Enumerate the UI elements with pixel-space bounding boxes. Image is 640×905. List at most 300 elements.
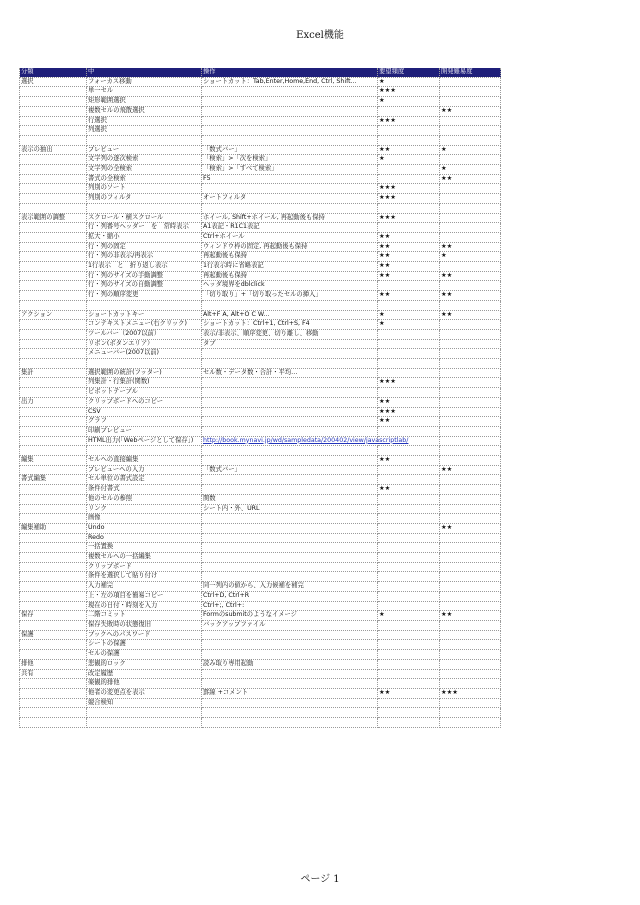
difficulty-cell — [440, 368, 501, 378]
difficulty-cell: ★★ — [440, 611, 501, 621]
difficulty-cell: ★★ — [440, 106, 501, 116]
demand-cell: ★★★ — [378, 407, 440, 417]
difficulty-cell — [440, 446, 501, 456]
demand-cell — [378, 494, 440, 504]
demand-cell — [378, 368, 440, 378]
table-row — [20, 77, 501, 87]
table-row — [20, 213, 501, 223]
difficulty-cell — [440, 650, 501, 660]
difficulty-cell: ★★ — [440, 242, 501, 252]
table-row — [20, 436, 501, 446]
subcategory-cell: 複数セルへの一括編集 — [87, 553, 202, 563]
category-cell — [20, 87, 87, 97]
category-cell — [20, 184, 87, 194]
demand-cell — [378, 640, 440, 650]
category-cell — [20, 378, 87, 388]
operation-cell — [202, 475, 378, 485]
demand-cell — [378, 669, 440, 679]
table-row — [20, 397, 501, 407]
subcategory-cell: 行選択 — [87, 116, 202, 126]
operation-cell — [202, 533, 378, 543]
table-row — [20, 688, 501, 698]
operation-cell: ウィンドウ枠の固定, 再起動後も保持 — [202, 242, 378, 252]
difficulty-cell — [440, 97, 501, 107]
demand-cell — [378, 300, 440, 310]
difficulty-cell — [440, 708, 501, 718]
difficulty-cell — [440, 698, 501, 708]
difficulty-cell — [440, 485, 501, 495]
table-row — [20, 543, 501, 553]
url-link[interactable]: http://book.mynavi.jp/wd/sampledata/200402/view/javascriptlab/ — [202, 436, 378, 446]
table-body — [20, 77, 501, 727]
operation-cell — [202, 562, 378, 572]
subcategory-cell: セルの保護 — [87, 650, 202, 660]
subcategory-cell: 悲観的ロック — [87, 659, 202, 669]
subcategory-cell: クリップボードへのコピー — [87, 397, 202, 407]
operation-cell: ショートカット：Tab,Enter,Home,End, Ctrl, Shift... — [202, 77, 378, 87]
subcategory-cell: ブックへのパスワード — [87, 630, 202, 640]
operation-cell: 表示/非表示、順序変更、切り離し、移動 — [202, 329, 378, 339]
table-row — [20, 679, 501, 689]
table-row — [20, 640, 501, 650]
operation-cell — [202, 426, 378, 436]
subcategory-cell: ショートカットキー — [87, 310, 202, 320]
table-row — [20, 281, 501, 291]
demand-cell — [378, 165, 440, 175]
difficulty-cell — [440, 388, 501, 398]
subcategory-cell — [87, 203, 202, 213]
subcategory-cell: 書式の全検索 — [87, 174, 202, 184]
operation-cell — [202, 300, 378, 310]
category-cell — [20, 688, 87, 698]
operation-cell: 再起動後も保持 — [202, 271, 378, 281]
demand-cell — [378, 523, 440, 533]
demand-cell: ★★★ — [378, 116, 440, 126]
category-cell: 集計 — [20, 368, 87, 378]
demand-cell — [378, 465, 440, 475]
difficulty-cell — [440, 232, 501, 242]
subcategory-cell: スクロール・横スクロール — [87, 213, 202, 223]
operation-cell — [202, 456, 378, 466]
demand-cell: ★★ — [378, 232, 440, 242]
subcategory-cell: 保存失敗時の状態復旧 — [87, 621, 202, 631]
operation-cell — [202, 523, 378, 533]
table-row — [20, 194, 501, 204]
subcategory-cell: 矩形範囲選択 — [87, 97, 202, 107]
category-cell — [20, 300, 87, 310]
category-cell — [20, 223, 87, 233]
category-cell — [20, 194, 87, 204]
operation-cell: オートフィルタ — [202, 194, 378, 204]
difficulty-cell — [440, 456, 501, 466]
table-row — [20, 300, 501, 310]
demand-cell: ★★★ — [378, 213, 440, 223]
table-row — [20, 368, 501, 378]
subcategory-cell: 上・左の項目を簡易コピー — [87, 591, 202, 601]
table-row — [20, 310, 501, 320]
subcategory-cell: 他者の変更点を表示 — [87, 688, 202, 698]
subcategory-cell: 単一セル — [87, 87, 202, 97]
operation-cell — [202, 640, 378, 650]
table-row — [20, 465, 501, 475]
operation-cell: 「数式バー」 — [202, 465, 378, 475]
table-row — [20, 165, 501, 175]
category-cell: 編集 — [20, 456, 87, 466]
table-row — [20, 718, 501, 728]
operation-cell — [202, 397, 378, 407]
demand-cell — [378, 698, 440, 708]
difficulty-cell — [440, 621, 501, 631]
category-cell — [20, 640, 87, 650]
demand-cell — [378, 718, 440, 728]
subcategory-cell: 列選択 — [87, 126, 202, 136]
category-cell: 編集補助 — [20, 523, 87, 533]
operation-cell — [202, 708, 378, 718]
table-row — [20, 591, 501, 601]
difficulty-cell — [440, 77, 501, 87]
table-row — [20, 611, 501, 621]
operation-cell — [202, 514, 378, 524]
table-row — [20, 262, 501, 272]
category-cell — [20, 582, 87, 592]
difficulty-cell — [440, 417, 501, 427]
difficulty-cell — [440, 601, 501, 611]
page-title: Excel機能 — [296, 30, 344, 41]
category-cell — [20, 426, 87, 436]
operation-cell — [202, 106, 378, 116]
table-row — [20, 184, 501, 194]
demand-cell: ★★ — [378, 456, 440, 466]
difficulty-cell — [440, 407, 501, 417]
category-cell — [20, 116, 87, 126]
subcategory-cell: 行・列の固定 — [87, 242, 202, 252]
subcategory-cell: 行・列のサイズの手動調整 — [87, 271, 202, 281]
demand-cell — [378, 553, 440, 563]
difficulty-cell — [440, 669, 501, 679]
difficulty-cell — [440, 281, 501, 291]
subcategory-cell: プレビューへの入力 — [87, 465, 202, 475]
demand-cell: ★★★ — [378, 87, 440, 97]
category-cell — [20, 708, 87, 718]
difficulty-cell: ★★★ — [440, 688, 501, 698]
category-cell — [20, 698, 87, 708]
table-row — [20, 359, 501, 369]
subcategory-cell: クリップボード — [87, 562, 202, 572]
category-cell: 保護 — [20, 630, 87, 640]
demand-cell — [378, 562, 440, 572]
demand-cell — [378, 591, 440, 601]
operation-cell — [202, 135, 378, 145]
table-row — [20, 378, 501, 388]
subcategory-cell: 列別のソート — [87, 184, 202, 194]
subcategory-cell — [87, 135, 202, 145]
demand-cell: ★★★ — [378, 184, 440, 194]
operation-cell: ヘッダ境界をdblclick — [202, 281, 378, 291]
category-cell — [20, 718, 87, 728]
category-cell — [20, 504, 87, 514]
subcategory-cell: 画像 — [87, 514, 202, 524]
table-row — [20, 252, 501, 262]
subcategory-cell: 他のセルの参照 — [87, 494, 202, 504]
operation-cell — [202, 630, 378, 640]
demand-cell — [378, 349, 440, 359]
difficulty-cell — [440, 262, 501, 272]
subcategory-cell: 条件を選択して貼り付け — [87, 572, 202, 582]
difficulty-cell — [440, 397, 501, 407]
operation-cell: Ctrl+;, Ctrl+: — [202, 601, 378, 611]
demand-cell: ★★★ — [378, 194, 440, 204]
category-cell: 書式編集 — [20, 475, 87, 485]
table-row — [20, 242, 501, 252]
difficulty-cell — [440, 126, 501, 136]
demand-cell: ★★ — [378, 417, 440, 427]
subcategory-cell: メニューバー(2007以前) — [87, 349, 202, 359]
table-row — [20, 630, 501, 640]
operation-cell — [202, 650, 378, 660]
category-cell — [20, 465, 87, 475]
demand-cell: ★ — [378, 611, 440, 621]
operation-cell: 読み取り専用起動 — [202, 659, 378, 669]
subcategory-cell: セルへの直接編集 — [87, 456, 202, 466]
table-row — [20, 329, 501, 339]
subcategory-cell: CSV — [87, 407, 202, 417]
category-cell — [20, 271, 87, 281]
table-row — [20, 601, 501, 611]
subcategory-cell: HTML出力(「Webページとして保存」) — [87, 436, 202, 446]
demand-cell — [378, 339, 440, 349]
demand-cell — [378, 533, 440, 543]
table-row — [20, 650, 501, 660]
subcategory-cell: 列集計・行集計(関数) — [87, 378, 202, 388]
category-cell — [20, 203, 87, 213]
table-row — [20, 232, 501, 242]
difficulty-cell — [440, 533, 501, 543]
category-cell — [20, 165, 87, 175]
subcategory-cell: リンク — [87, 504, 202, 514]
operation-cell: Ctrl+ホイール — [202, 232, 378, 242]
table-row — [20, 407, 501, 417]
difficulty-cell — [440, 87, 501, 97]
subcategory-cell: グラフ — [87, 417, 202, 427]
subcategory-cell: シートの保護 — [87, 640, 202, 650]
operation-cell: 「検索」>「すべて検索」 — [202, 165, 378, 175]
operation-cell — [202, 378, 378, 388]
demand-cell: ★★ — [378, 291, 440, 301]
table-row — [20, 426, 501, 436]
category-cell — [20, 232, 87, 242]
demand-cell — [378, 106, 440, 116]
subcategory-cell: 列別のフィルタ — [87, 194, 202, 204]
table-row — [20, 533, 501, 543]
category-cell — [20, 601, 87, 611]
demand-cell — [378, 708, 440, 718]
demand-cell — [378, 329, 440, 339]
subcategory-cell — [87, 708, 202, 718]
operation-cell — [202, 184, 378, 194]
subcategory-cell: 行・列番号ヘッダー を 常時表示 — [87, 223, 202, 233]
category-cell — [20, 679, 87, 689]
category-cell — [20, 262, 87, 272]
operation-cell — [202, 553, 378, 563]
subcategory-cell — [87, 300, 202, 310]
difficulty-cell — [440, 203, 501, 213]
difficulty-cell — [440, 194, 501, 204]
demand-cell — [378, 601, 440, 611]
table-row — [20, 271, 501, 281]
subcategory-cell: フォーカス移動 — [87, 77, 202, 87]
category-cell — [20, 533, 87, 543]
table-header-row — [20, 68, 501, 77]
difficulty-cell — [440, 426, 501, 436]
subcategory-cell: ツールバー（2007以前） — [87, 329, 202, 339]
demand-cell: ★★ — [378, 271, 440, 281]
demand-cell — [378, 174, 440, 184]
table-row — [20, 456, 501, 466]
difficulty-cell — [440, 155, 501, 165]
table-row — [20, 514, 501, 524]
category-cell: 出力 — [20, 397, 87, 407]
category-cell: 表示の抽出 — [20, 145, 87, 155]
category-cell: 排他 — [20, 659, 87, 669]
demand-cell — [378, 621, 440, 631]
demand-cell — [378, 504, 440, 514]
operation-cell — [202, 349, 378, 359]
table-row — [20, 349, 501, 359]
demand-cell — [378, 281, 440, 291]
header-subcategory: 中 — [87, 68, 202, 77]
difficulty-cell: ★★ — [440, 465, 501, 475]
demand-cell — [378, 359, 440, 369]
operation-cell — [202, 446, 378, 456]
operation-cell: F5 — [202, 174, 378, 184]
category-cell — [20, 155, 87, 165]
category-cell — [20, 126, 87, 136]
category-cell — [20, 446, 87, 456]
demand-cell: ★★ — [378, 397, 440, 407]
subcategory-cell: プレビュー — [87, 145, 202, 155]
demand-cell — [378, 388, 440, 398]
subcategory-cell: 行・列の順序変更 — [87, 291, 202, 301]
difficulty-cell — [440, 320, 501, 330]
demand-cell — [378, 543, 440, 553]
table-row — [20, 106, 501, 116]
demand-cell — [378, 572, 440, 582]
category-cell — [20, 281, 87, 291]
difficulty-cell — [440, 116, 501, 126]
difficulty-cell — [440, 582, 501, 592]
table-row — [20, 446, 501, 456]
subcategory-cell: ピボットテーブル — [87, 388, 202, 398]
table-row — [20, 582, 501, 592]
operation-cell — [202, 388, 378, 398]
operation-cell: 「検索」>「次を検索」 — [202, 155, 378, 165]
demand-cell: ★ — [378, 77, 440, 87]
difficulty-cell — [440, 514, 501, 524]
demand-cell — [378, 223, 440, 233]
difficulty-cell: ★★ — [440, 310, 501, 320]
table-row — [20, 145, 501, 155]
demand-cell — [378, 679, 440, 689]
operation-cell: 「切り取り」+「切り取ったセルの挿入」 — [202, 291, 378, 301]
operation-cell — [202, 543, 378, 553]
feature-table — [19, 68, 501, 728]
table-row — [20, 553, 501, 563]
subcategory-cell — [87, 359, 202, 369]
table-row — [20, 475, 501, 485]
operation-cell — [202, 572, 378, 582]
difficulty-cell — [440, 378, 501, 388]
table-row — [20, 669, 501, 679]
subcategory-cell: 改定履歴 — [87, 669, 202, 679]
operation-cell: シート内・外、URL — [202, 504, 378, 514]
category-cell — [20, 242, 87, 252]
operation-cell: 罫線 +コメント — [202, 688, 378, 698]
operation-cell: ホイール, Shift+ホイール, 再起動後も保持 — [202, 213, 378, 223]
operation-cell — [202, 87, 378, 97]
subcategory-cell: Redo — [87, 533, 202, 543]
table-row — [20, 126, 501, 136]
subcategory-cell — [87, 718, 202, 728]
table-row — [20, 339, 501, 349]
demand-cell — [378, 659, 440, 669]
table-row — [20, 562, 501, 572]
difficulty-cell — [440, 543, 501, 553]
operation-cell: 関数 — [202, 494, 378, 504]
category-cell — [20, 359, 87, 369]
operation-cell: ショートカット：Ctrl+1, Ctrl+S, F4 — [202, 320, 378, 330]
subcategory-cell: 楽観的排他 — [87, 679, 202, 689]
operation-cell — [202, 407, 378, 417]
demand-cell — [378, 426, 440, 436]
category-cell — [20, 97, 87, 107]
difficulty-cell — [440, 475, 501, 485]
difficulty-cell — [440, 553, 501, 563]
table-row — [20, 223, 501, 233]
difficulty-cell — [440, 223, 501, 233]
table-row — [20, 504, 501, 514]
demand-cell: ★ — [378, 97, 440, 107]
operation-cell — [202, 698, 378, 708]
table-row — [20, 291, 501, 301]
difficulty-cell — [440, 630, 501, 640]
table-row — [20, 320, 501, 330]
table-row — [20, 621, 501, 631]
category-cell — [20, 407, 87, 417]
subcategory-cell: 拡大・縮小 — [87, 232, 202, 242]
difficulty-cell — [440, 436, 501, 446]
difficulty-cell — [440, 494, 501, 504]
operation-cell — [202, 116, 378, 126]
header-category: 分類 — [20, 68, 87, 77]
table-row — [20, 572, 501, 582]
table-row — [20, 388, 501, 398]
operation-cell — [202, 669, 378, 679]
category-cell — [20, 591, 87, 601]
difficulty-cell — [440, 329, 501, 339]
difficulty-cell — [440, 213, 501, 223]
operation-cell — [202, 679, 378, 689]
demand-cell: ★★ — [378, 252, 440, 262]
demand-cell: ★★★ — [378, 378, 440, 388]
demand-cell: ★★ — [378, 688, 440, 698]
operation-cell — [202, 97, 378, 107]
table-row — [20, 135, 501, 145]
demand-cell: ★ — [378, 310, 440, 320]
demand-cell — [378, 126, 440, 136]
subcategory-cell: 入力補完 — [87, 582, 202, 592]
header-dev-difficulty: 開発難易度 — [440, 68, 501, 77]
difficulty-cell — [440, 659, 501, 669]
